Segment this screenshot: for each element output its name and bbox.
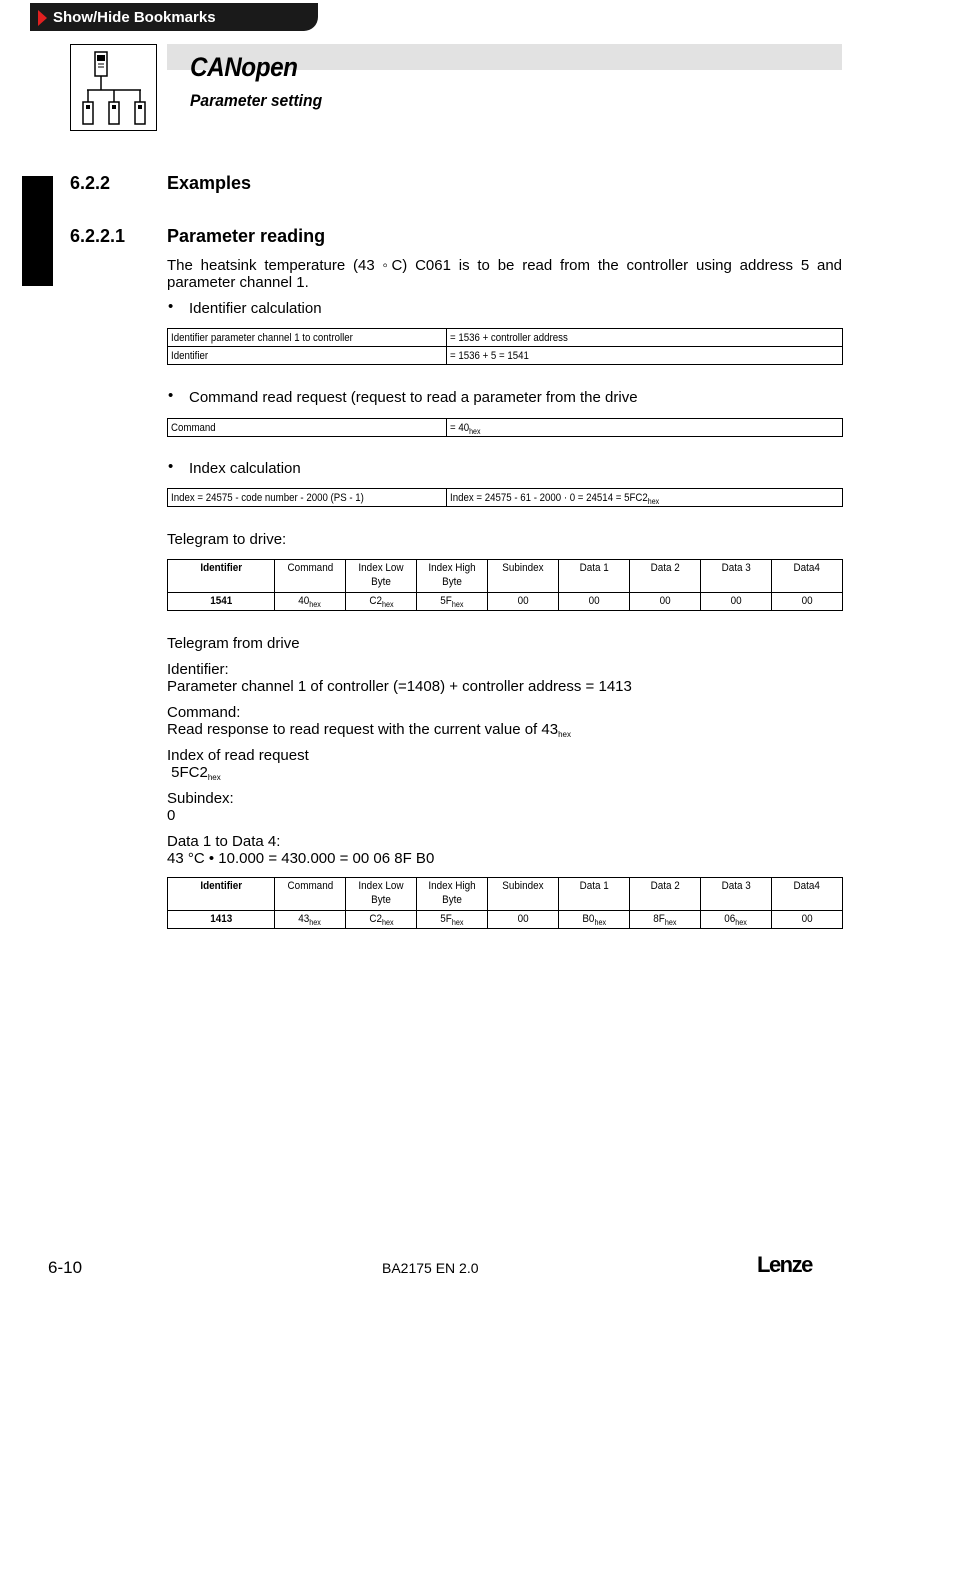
from-index-label: Index of read request bbox=[167, 747, 309, 764]
intro-paragraph: The heatsink temperature (43 ◦C) C061 is to be read from the controller using address 5 and parameter channel 1. bbox=[167, 257, 842, 291]
table-cell: $5F_{hex}$ bbox=[417, 911, 488, 929]
table-cell: 00 bbox=[630, 593, 701, 611]
document-title: CANopen bbox=[190, 52, 298, 82]
index-table bbox=[167, 488, 843, 507]
table-cell: 00 bbox=[488, 593, 559, 611]
bullet-command-read: Command read request (request to read a parameter from the drive bbox=[189, 389, 638, 406]
header-cell: Data 3 bbox=[701, 878, 772, 911]
table-cell: Identifier bbox=[168, 347, 447, 365]
section-number: 6.2.2 bbox=[70, 173, 111, 193]
header-cell: Command bbox=[275, 878, 346, 911]
table-cell: 00 bbox=[772, 911, 843, 929]
telegram-to-drive-table bbox=[167, 559, 843, 611]
table-cell: $06_{hex}$ bbox=[701, 911, 772, 929]
page-number: 6-10 bbox=[48, 1258, 83, 1277]
table-row bbox=[168, 419, 843, 437]
table-cell: 1413 bbox=[168, 911, 275, 929]
table-row bbox=[168, 347, 843, 365]
bullet-identifier-calc: Identifier calculation bbox=[189, 300, 322, 317]
table-cell: 00 bbox=[559, 593, 630, 611]
bookmark-arrow-icon bbox=[38, 10, 47, 26]
header-cell: Index High Byte bbox=[417, 560, 488, 593]
header-cell: Identifier bbox=[168, 560, 275, 593]
table-cell: 00 bbox=[701, 593, 772, 611]
table-cell: 1541 bbox=[168, 593, 275, 611]
telegram-to-drive-label: Telegram to drive: bbox=[167, 531, 287, 548]
table-cell: Index = $24575 - 61 - 2000 \cdot 0 = 24514 = 5FC2_{hex}$ bbox=[447, 489, 843, 507]
chapter-marker bbox=[22, 176, 53, 286]
bullet-icon: • bbox=[168, 387, 174, 404]
header-cell: Identifier bbox=[168, 878, 275, 911]
table-cell: Command bbox=[168, 419, 447, 437]
table-cell: = 1536 + controller address bbox=[447, 329, 843, 347]
header-cell: Data 3 bbox=[701, 560, 772, 593]
table-cell: $B0_{hex}$ bbox=[559, 911, 630, 929]
from-index-text: $5FC2_{hex}$ bbox=[167, 764, 221, 782]
from-data-label: Data 1 to Data 4: bbox=[167, 833, 281, 850]
table-cell: Identifier parameter channel 1 to controller bbox=[168, 329, 447, 347]
table-cell: 00 bbox=[772, 593, 843, 611]
bullet-index-calc: Index calculation bbox=[189, 460, 301, 477]
show-hide-bookmarks-button[interactable] bbox=[30, 3, 318, 31]
header-cell: Data4 bbox=[772, 560, 843, 593]
table-row bbox=[168, 489, 843, 507]
subsection-number: 6.2.2.1 bbox=[70, 226, 126, 246]
header-cell: Index Low Byte bbox=[346, 560, 417, 593]
from-identifier-text: Parameter channel 1 of controller (=1408) + controller address = 1413 bbox=[167, 678, 632, 695]
header-cell: Subindex bbox=[488, 560, 559, 593]
table-cell: = 1536 + 5 = 1541 bbox=[447, 347, 843, 365]
bullet-icon: • bbox=[168, 458, 174, 475]
from-command-label: Command: bbox=[167, 704, 241, 721]
table-row bbox=[168, 593, 843, 611]
table-cell: Index = 24575 - code number - 2000 (PS - 1) bbox=[168, 489, 447, 507]
subsection-title: Parameter reading bbox=[167, 226, 326, 246]
section-title: Examples bbox=[167, 173, 252, 193]
table-header-row bbox=[168, 878, 843, 911]
header-cell: Data 2 bbox=[630, 878, 701, 911]
table-cell: $C2_{hex}$ bbox=[346, 911, 417, 929]
telegram-from-drive-label: Telegram from drive bbox=[167, 635, 300, 652]
header-cell: Data4 bbox=[772, 878, 843, 911]
document-code: BA2175 EN 2.0 bbox=[382, 1260, 479, 1276]
table-cell: $43_{hex}$ bbox=[275, 911, 346, 929]
identifier-table bbox=[167, 328, 843, 365]
header-cell: Data 1 bbox=[559, 560, 630, 593]
from-subindex-label: Subindex: bbox=[167, 790, 234, 807]
table-header-row bbox=[168, 560, 843, 593]
brand-logo: Lenze bbox=[757, 1252, 812, 1277]
header-cell: Data 2 bbox=[630, 560, 701, 593]
network-diagram-icon bbox=[70, 44, 157, 131]
table-row bbox=[168, 911, 843, 929]
table-cell: = $40_{hex}$ bbox=[447, 419, 843, 437]
table-cell: $C2_{hex}$ bbox=[346, 593, 417, 611]
telegram-from-drive-table bbox=[167, 877, 843, 929]
header-cell: Index High Byte bbox=[417, 878, 488, 911]
table-row bbox=[168, 329, 843, 347]
command-table bbox=[167, 418, 843, 437]
header-cell: Command bbox=[275, 560, 346, 593]
from-data-text: 43 °C • 10.000 = 430.000 = 00 06 8F B0 bbox=[167, 850, 435, 867]
bookmarks-label: Show/Hide Bookmarks bbox=[53, 9, 216, 26]
from-identifier-label: Identifier: bbox=[167, 661, 229, 678]
table-cell: 00 bbox=[488, 911, 559, 929]
header-cell: Index Low Byte bbox=[346, 878, 417, 911]
header-cell: Subindex bbox=[488, 878, 559, 911]
table-cell: $40_{hex}$ bbox=[275, 593, 346, 611]
document-subtitle: Parameter setting bbox=[190, 91, 323, 110]
bullet-icon: • bbox=[168, 298, 174, 315]
table-cell: $8F_{hex}$ bbox=[630, 911, 701, 929]
header-cell: Data 1 bbox=[559, 878, 630, 911]
from-command-text: Read response to read request with the current value of $43_{hex}$ bbox=[167, 721, 571, 739]
from-subindex-text: 0 bbox=[167, 807, 176, 824]
table-cell: $5F_{hex}$ bbox=[417, 593, 488, 611]
